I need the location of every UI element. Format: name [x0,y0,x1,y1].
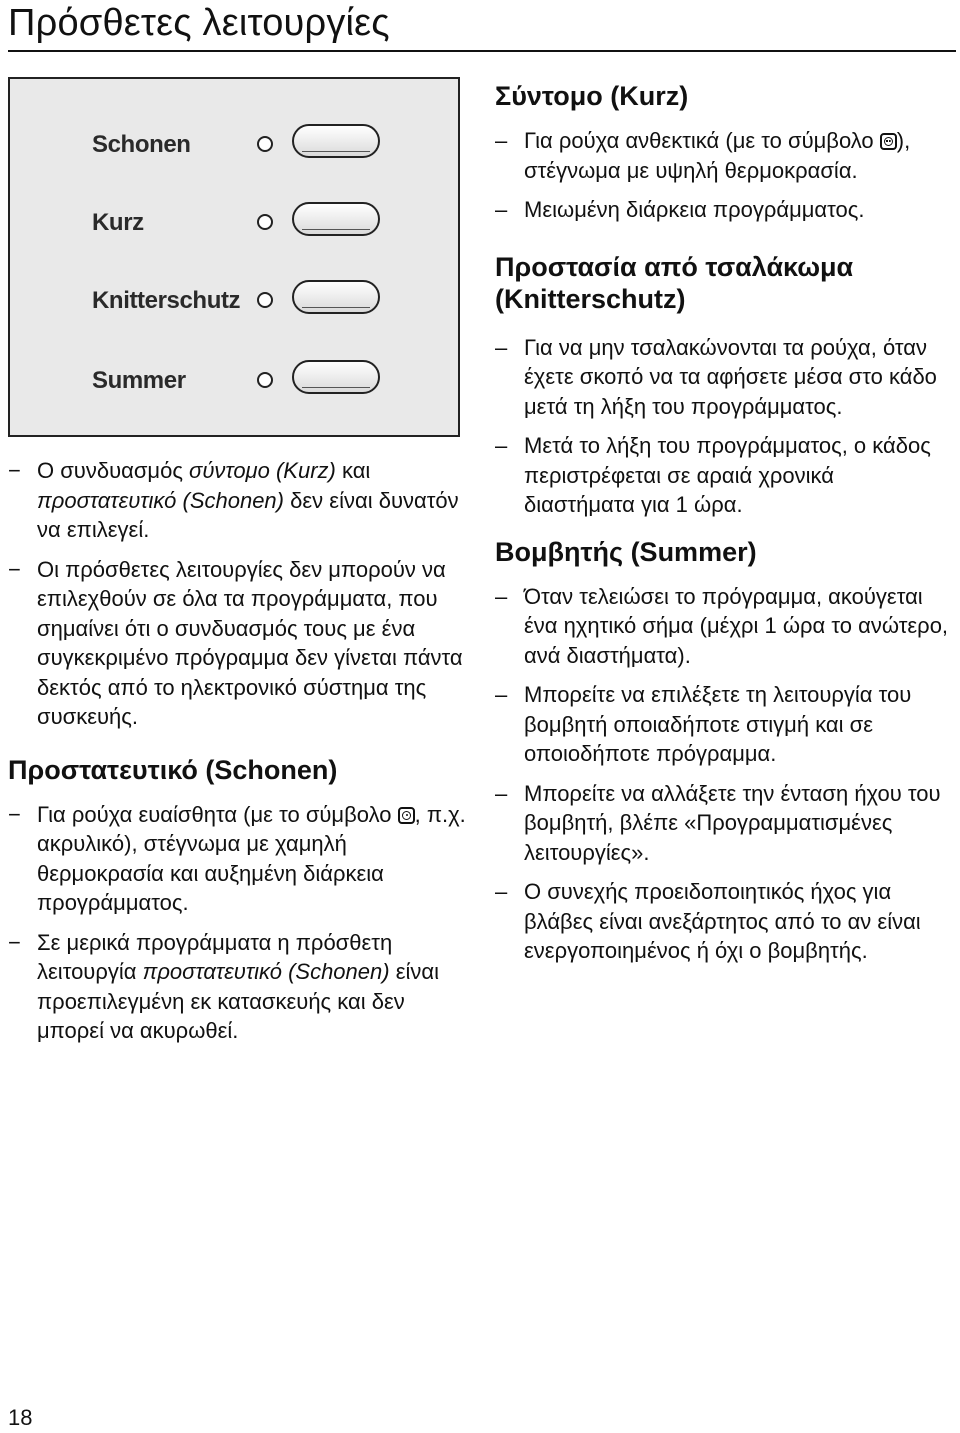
item-text: Όταν τελειώσει το πρόγραμμα, ακούγεται ένα ηχητικό σήμα (μέχρι 1 ώρα το ανώτερο, ανά διαστήματα). [524,583,949,668]
panel-label: Summer [92,367,186,394]
panel-label: Kurz [92,209,144,236]
list-item [495,195,950,225]
kurz-list [495,126,950,225]
indicator-light-icon [257,214,273,230]
summer-list [495,582,950,966]
panel-row-schonen [10,121,462,171]
note-text: δεν είναι δυνατόν να επιλεγεί. [37,487,459,542]
indicator-light-icon [257,292,273,308]
item-text: ), στέγνωμα με υψηλή θερμοκρασία. [524,128,911,183]
item-text: Για να μην τσαλακώνονται τα ρούχα, όταν έχετε σκοπό να τα αφήσετε μέσα στο κάδο μετά τη λήξη του προγράμματος. [524,334,937,419]
list-item [495,779,950,868]
list-item [495,877,950,966]
item-emphasis: προστατευτικό (Schonen) [142,959,390,984]
item-text: Μπορείτε να επιλέξετε τη λειτουργία του βομβητή οποιαδήποτε στιγμή και σε οποιοδήποτε πρόγραμμα. [524,682,912,766]
section-title-kurz: Σύντομο (Kurz) [495,81,689,111]
list-item [495,431,950,520]
note-text: Οι πρόσθετες λειτουργίες δεν μπορούν να επιλεχθούν σε όλα τα προγράμματα, που σημαίνει ότι ο συνδυασμός τους με ένα συγκεκριμένο πρόγραμμα δεν γίνεται πάντα δεκτός από το ηλεκτρονικό σύστημα της συσκευής. [37,556,463,729]
dash-bullet: – [495,128,508,153]
list-item [8,456,468,545]
left-column [8,456,468,1056]
note-text: και [335,458,371,483]
indicator-light-icon [257,372,273,388]
dash-bullet: – [495,334,508,360]
list-item [495,582,950,671]
section-title-knitterschutz: Προστασία από τσαλάκωμα (Knitterschutz) [495,251,854,314]
item-text: Μειωμένη διάρκεια προγράμματος. [524,197,865,222]
dash-bullet: – [495,879,508,904]
item-text: Για ρούχα ανθεκτικά (με το σύμβολο [524,128,880,153]
low-heat-dryer-symbol-icon [398,807,415,824]
list-item [8,800,468,918]
note-text: Ο συνδυασμός [37,458,190,483]
panel-row-kurz [10,199,462,249]
panel-label: Schonen [92,131,191,158]
schonen-list [8,800,468,1046]
list-item [495,333,950,422]
item-text: Μπορείτε να αλλάξετε την ένταση ήχου του βομβητή, βλέπε «Προγραμματισμένες λειτουργίες». [524,780,941,865]
dash-bullet: – [495,780,508,806]
indicator-light-icon [257,136,273,152]
item-text: Σε μερικά προγράμματα η πρόσθετη λειτουργία [37,929,393,984]
panel-row-summer [10,357,462,407]
dash-bullet: − [8,556,21,582]
list-item [495,680,950,769]
section-title-schonen: Προστατευτικό (Schonen) [8,754,338,785]
dash-bullet: − [8,801,21,827]
dash-bullet: – [495,433,508,458]
title-rule [8,50,956,52]
panel-row-knitterschutz [10,277,462,327]
list-item [8,555,468,732]
section-title-summer: Βομβητής (Summer) [495,536,757,567]
panel-label: Knitterschutz [92,287,241,314]
panel-button-icon [292,280,380,314]
note-emphasis: προστατευτικό (Schonen) [37,487,284,513]
note-emphasis: σύντομο (Kurz) [189,458,336,483]
panel-button-icon [292,360,380,394]
high-heat-dryer-symbol-icon [880,133,897,150]
dash-bullet: – [495,197,508,222]
notes-list [8,456,468,732]
list-item [495,126,950,185]
panel-button-icon [292,124,380,158]
page-number: 18 [8,1405,33,1430]
right-column [495,80,950,976]
item-text: Ο συνεχής προειδοποιητικός ήχος για βλάβες είναι ανεξάρτητος από το αν είναι ενεργοποιημένος ή όχι ο βομβητής. [524,879,921,963]
dash-bullet: – [495,682,508,707]
dash-bullet: − [8,929,21,955]
page-title: Πρόσθετες λειτουργίες [8,2,390,44]
item-text: , π.χ. ακρυλικό), στέγνωμα με χαμηλή θερμοκρασία και αυξημένη διάρκεια προγράμματος. [37,801,466,915]
item-text: Για ρούχα ευαίσθητα (με το σύμβολο [37,801,398,827]
list-item [8,928,468,1046]
dash-bullet: − [8,458,21,483]
item-text: είναι προεπιλεγμένη εκ κατασκευής και δεν μπορεί να ακυρωθεί. [37,959,439,1043]
control-panel-illustration [8,77,460,437]
knitterschutz-list [495,333,950,520]
dash-bullet: – [495,583,508,609]
item-text: Μετά το λήξη του προγράμματος, ο κάδος περιστρέφεται σε αραιά χρονικά διαστήματα για 1 ώρα. [524,433,931,517]
panel-button-icon [292,202,380,236]
